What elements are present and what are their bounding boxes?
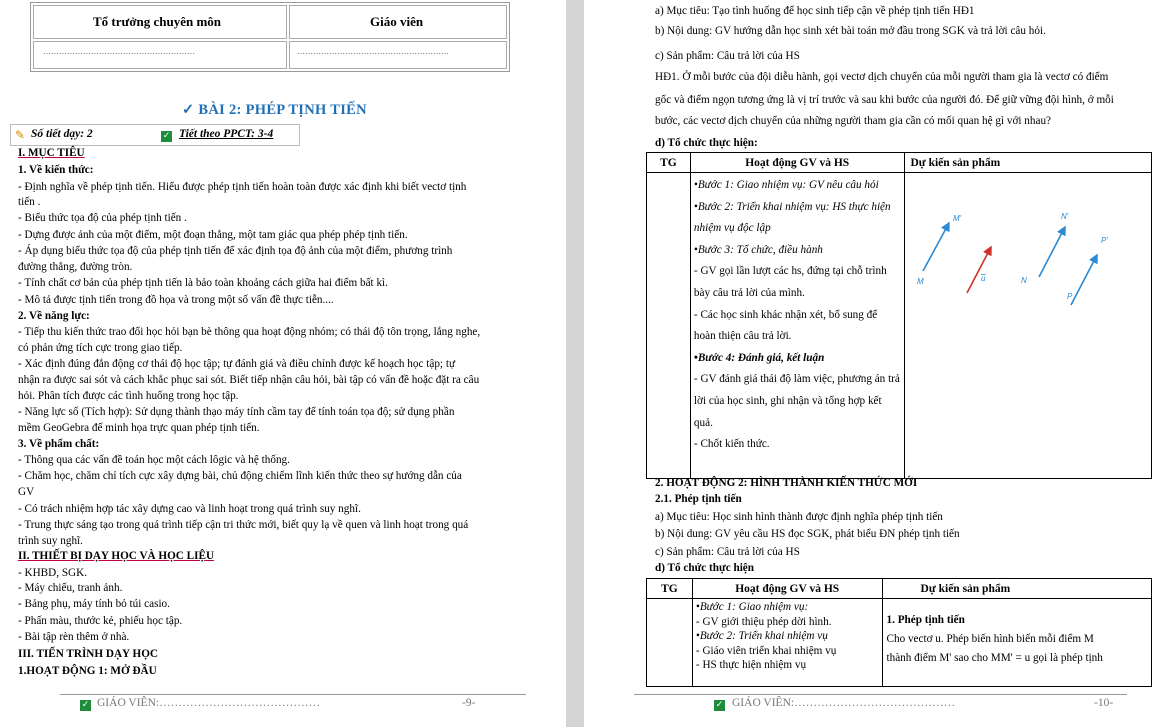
p10-intro-line: gốc và điểm ngọn tương ứng là vị trí trước và sau khi bước của người đó. Để giữ vững đội hình, ở mỗi xyxy=(655,94,1114,106)
p10-sec2-line: d) Tổ chức thực hiện xyxy=(655,562,754,574)
p9-line: - Phấn màu, thước kẻ, phiếu học tập. xyxy=(18,615,183,627)
sig-dots-right: ………………………………………………… xyxy=(297,47,449,56)
meta-ppct: Tiết theo PPCT: 3-4 xyxy=(179,128,274,140)
p9-line: - Xác định đúng đắn động cơ thái độ học tập; tự đánh giá và điều chỉnh được kế hoạch học tập; tự xyxy=(18,358,456,370)
label-u: u xyxy=(980,274,985,283)
p10-sec2-line: a) Mục tiêu: Học sinh hình thành được định nghĩa phép tịnh tiến xyxy=(655,511,943,523)
p9-line: - Tính chất cơ bản của phép tịnh tiến là bảo toàn khoảng cách giữa hai điểm bất kì. xyxy=(18,277,388,289)
p9-line: GV xyxy=(18,486,35,498)
label-P: P xyxy=(1066,292,1072,301)
table1-activity-item: •Bước 2: Triển khai nhiệm vụ: HS thực hiện nhiệm vụ độc lập xyxy=(693,200,891,235)
table1-tg-cell xyxy=(647,173,691,479)
vector-PP xyxy=(1071,255,1097,305)
table1-head-tg: TG xyxy=(647,153,691,173)
p9-line: nhận ra được sai sót và cách khắc phục sai sót. Biết tiếp nhận câu hỏi, bài tập có vấn đề hoặc đặt ra câu xyxy=(18,374,480,386)
page10-footer xyxy=(584,694,1157,714)
p9-line: - Thông qua các vấn đề toán học một cách lôgic và hệ thống. xyxy=(18,454,290,466)
table2-activity-item: - GV giới thiệu phép dời hình. xyxy=(695,615,832,628)
lesson-meta-box xyxy=(10,124,300,146)
product-title: 1. Phép tịnh tiến xyxy=(886,614,965,626)
check-mark-icon: ✓ xyxy=(182,102,199,118)
table1-activity-cell xyxy=(690,173,904,479)
p9-line: II. THIẾT BỊ DẠY HỌC VÀ HỌC LIỆU xyxy=(18,550,215,562)
table1-activity-item: - Chốt kiến thức. xyxy=(693,438,770,451)
sig-col-head-right: Giáo viên xyxy=(370,14,424,29)
meta-hours: Số tiết dạy: 2 xyxy=(31,128,93,140)
p9-line: - Có trách nhiệm hợp tác xây dựng cao và linh hoạt trong quá trình suy nghĩ. xyxy=(18,503,361,515)
table1-product-cell xyxy=(904,173,1152,479)
page-gap xyxy=(566,0,584,727)
p9-line: - Tiếp thu kiến thức trao đổi học hỏi bạn bè thông qua hoạt động nhóm; có thái độ tôn trọng, lắng nghe, xyxy=(18,326,481,338)
p9-line: 1.HOẠT ĐỘNG 1: MỞ ĐẦU xyxy=(18,665,157,677)
lesson-title: BÀI 2: PHÉP TỊNH TIẾN xyxy=(198,102,367,118)
p9-line: tiến . xyxy=(18,196,41,208)
lesson-title-row xyxy=(182,102,367,119)
table2-tg-cell xyxy=(647,599,693,687)
vector-MM xyxy=(923,223,949,271)
page9-footer xyxy=(0,694,566,714)
table1-activity-item: •Bước 1: Giao nhiệm vụ: GV nêu câu hỏi xyxy=(693,179,879,191)
p9-line: 1. Về kiến thức: xyxy=(18,164,94,176)
p10-sec2-line: 2.1. Phép tịnh tiến xyxy=(655,493,742,505)
table1-activity-item: •Bước 3: Tổ chức, điều hành xyxy=(693,243,823,256)
p10-intro-line: b) Nội dung: GV hướng dẫn học sinh xét bài toán mở đầu trong SGK và trả lời câu hỏi. xyxy=(655,25,1046,37)
activity-table-2 xyxy=(646,578,1152,687)
table2-activity-cell xyxy=(692,599,882,687)
table2-head-product: Dự kiến sản phẩm xyxy=(882,579,1151,599)
table1-activity-item: - GV gọi lần lượt các hs, đứng tại chỗ trình bày câu trả lời của mình. xyxy=(693,265,887,299)
p9-line: - Trung thực sáng tạo trong quá trình tiếp cận tri thức mới, biết quy lạ về quen và linh hoạt trong quá xyxy=(18,519,469,531)
p9-line: - Chăm học, chăm chỉ tích cực xây dựng bài, chủ động chiếm lĩnh kiến thức theo sự hướng dẫn của xyxy=(18,470,462,482)
p9-line: trình suy nghĩ. xyxy=(18,535,83,547)
p9-line: - Định nghĩa về phép tịnh tiến. Hiểu được phép tịnh tiến hoàn toàn được xác định khi biết vectơ tịnh xyxy=(18,181,467,193)
vector-u xyxy=(967,247,991,293)
signature-table xyxy=(30,2,510,72)
p10-sec2-line: 2. HOẠT ĐỘNG 2: HÌNH THÀNH KIẾN THỨC MỚI xyxy=(655,477,918,489)
page-10 xyxy=(584,0,1157,727)
p10-sec2-line: b) Nội dung: GV yêu cầu HS đọc SGK, phát biểu ĐN phép tịnh tiến xyxy=(655,528,960,540)
p10-sec2-line: c) Sản phẩm: Câu trả lời của HS xyxy=(655,546,800,558)
product-line-2: thành điểm M' sao cho MM' = u gọi là phép tịnh xyxy=(886,652,1103,664)
p10-intro-line: a) Mục tiêu: Tạo tình huống để học sinh tiếp cận về phép tịnh tiến HĐ1 xyxy=(655,5,975,17)
footer-check-icon-2: ✓ xyxy=(715,700,724,710)
table1-head-product: Dự kiến sản phẩm xyxy=(904,153,1152,173)
p9-line: đường thẳng, đường tròn. xyxy=(18,261,133,273)
p9-line: 2. Về năng lực: xyxy=(18,310,90,322)
table1-head-activity: Hoạt động GV và HS xyxy=(690,153,904,173)
p10-intro-line: c) Sản phẩm: Câu trả lời của HS xyxy=(655,50,800,62)
product-line-1: Cho vectơ u. Phép biến hình biến mỗi điểm M xyxy=(886,633,1094,645)
p9-line: - Năng lực số (Tích hợp): Sử dụng thành thạo máy tính cầm tay để tính toán tọa độ; sử dụng phần xyxy=(18,406,455,418)
footer-teacher-label-2: GIÁO VIÊN:…………………………………… xyxy=(732,697,956,709)
label-N: N xyxy=(1020,276,1027,285)
page-number: -9- xyxy=(462,697,476,709)
p10-intro-line: d) Tổ chức thực hiện: xyxy=(655,137,758,149)
p9-line: 3. Về phẩm chất: xyxy=(18,438,100,450)
checkbox-icon: ✓ xyxy=(162,131,171,141)
table2-activity-item: - HS thực hiện nhiệm vụ xyxy=(695,659,807,672)
table2-activity-item: •Bước 2: Triển khai nhiệm vụ xyxy=(695,630,828,643)
table2-product-cell xyxy=(882,599,1151,687)
p9-line: - Bài tập rèn thêm ở nhà. xyxy=(18,631,130,643)
table2-activity-item: - Giáo viên triển khai nhiệm vụ xyxy=(695,644,837,657)
label-M-prime: M' xyxy=(952,214,961,223)
p9-line: hỏi. Phân tích được các tình huống trong học tập. xyxy=(18,390,239,402)
edit-icon: ✎ xyxy=(15,128,26,142)
table1-activity-item: - GV đánh giá thái độ làm việc, phương án trả lời của học sinh, ghi nhận và tổng hợp kết quả. xyxy=(693,373,900,429)
p9-line: - Biểu thức tọa độ của phép tịnh tiến . xyxy=(18,212,187,224)
translation-vectors-figure xyxy=(905,197,1153,307)
footer-teacher-label: GIÁO VIÊN:…………………………………… xyxy=(97,697,321,709)
p10-intro-line: bước, các vectơ dịch chuyển của những người tham gia cần có mối quan hệ gì với nhau? xyxy=(655,115,1051,127)
p9-line: - Dựng được ảnh của một điểm, một đoạn thẳng, một tam giác qua phép phép tịnh tiến. xyxy=(18,229,408,241)
p9-line: - Áp dụng biểu thức tọa độ của phép tịnh tiến để xác định tọa độ ảnh của một điểm, phương trình xyxy=(18,245,453,257)
p9-line: I. MỤC TIÊU xyxy=(18,147,85,159)
table2-activity-item: •Bước 1: Giao nhiệm vụ: xyxy=(695,601,809,613)
label-N-prime: N' xyxy=(1060,212,1068,221)
table2-head-tg: TG xyxy=(647,579,693,599)
table2-head-activity: Hoạt động GV và HS xyxy=(692,579,882,599)
page-9 xyxy=(0,0,566,727)
footer-check-icon: ✓ xyxy=(81,700,90,710)
p10-intro-line: HĐ1. Ở mỗi bước của đội diễu hành, gọi vectơ dịch chuyển của mỗi người tham gia là vectơ có điểm xyxy=(655,71,1109,83)
sig-dots-left: ………………………………………………… xyxy=(43,47,195,56)
label-P-prime: P' xyxy=(1100,236,1108,245)
p9-line: - Máy chiếu, tranh ảnh. xyxy=(18,582,123,594)
label-M: M xyxy=(916,277,924,286)
p9-line: có phản ứng tích cực trong giao tiếp. xyxy=(18,342,183,354)
sig-col-head-left: Tổ trưởng chuyên môn xyxy=(93,14,222,29)
p9-line: - Bảng phụ, máy tính bỏ túi casio. xyxy=(18,598,170,610)
p9-line: mềm GeoGebra để minh họa trực quan phép tịnh tiến. xyxy=(18,422,260,434)
p9-line: III. TIẾN TRÌNH DẠY HỌC xyxy=(18,648,158,660)
p9-line: - KHBD, SGK. xyxy=(18,567,87,579)
vector-NN xyxy=(1039,227,1065,277)
table1-activity-item: - Các học sinh khác nhận xét, bổ sung để hoàn thiện câu trả lời. xyxy=(693,308,878,343)
activity-table-1 xyxy=(646,152,1152,479)
page-number-2: -10- xyxy=(1094,697,1114,709)
p9-line: - Mô tả được tịnh tiến trong đồ họa và trong một số vấn đề thực tiễn.... xyxy=(18,294,334,306)
table1-activity-item: •Bước 4: Đánh giá, kết luận xyxy=(693,351,825,364)
